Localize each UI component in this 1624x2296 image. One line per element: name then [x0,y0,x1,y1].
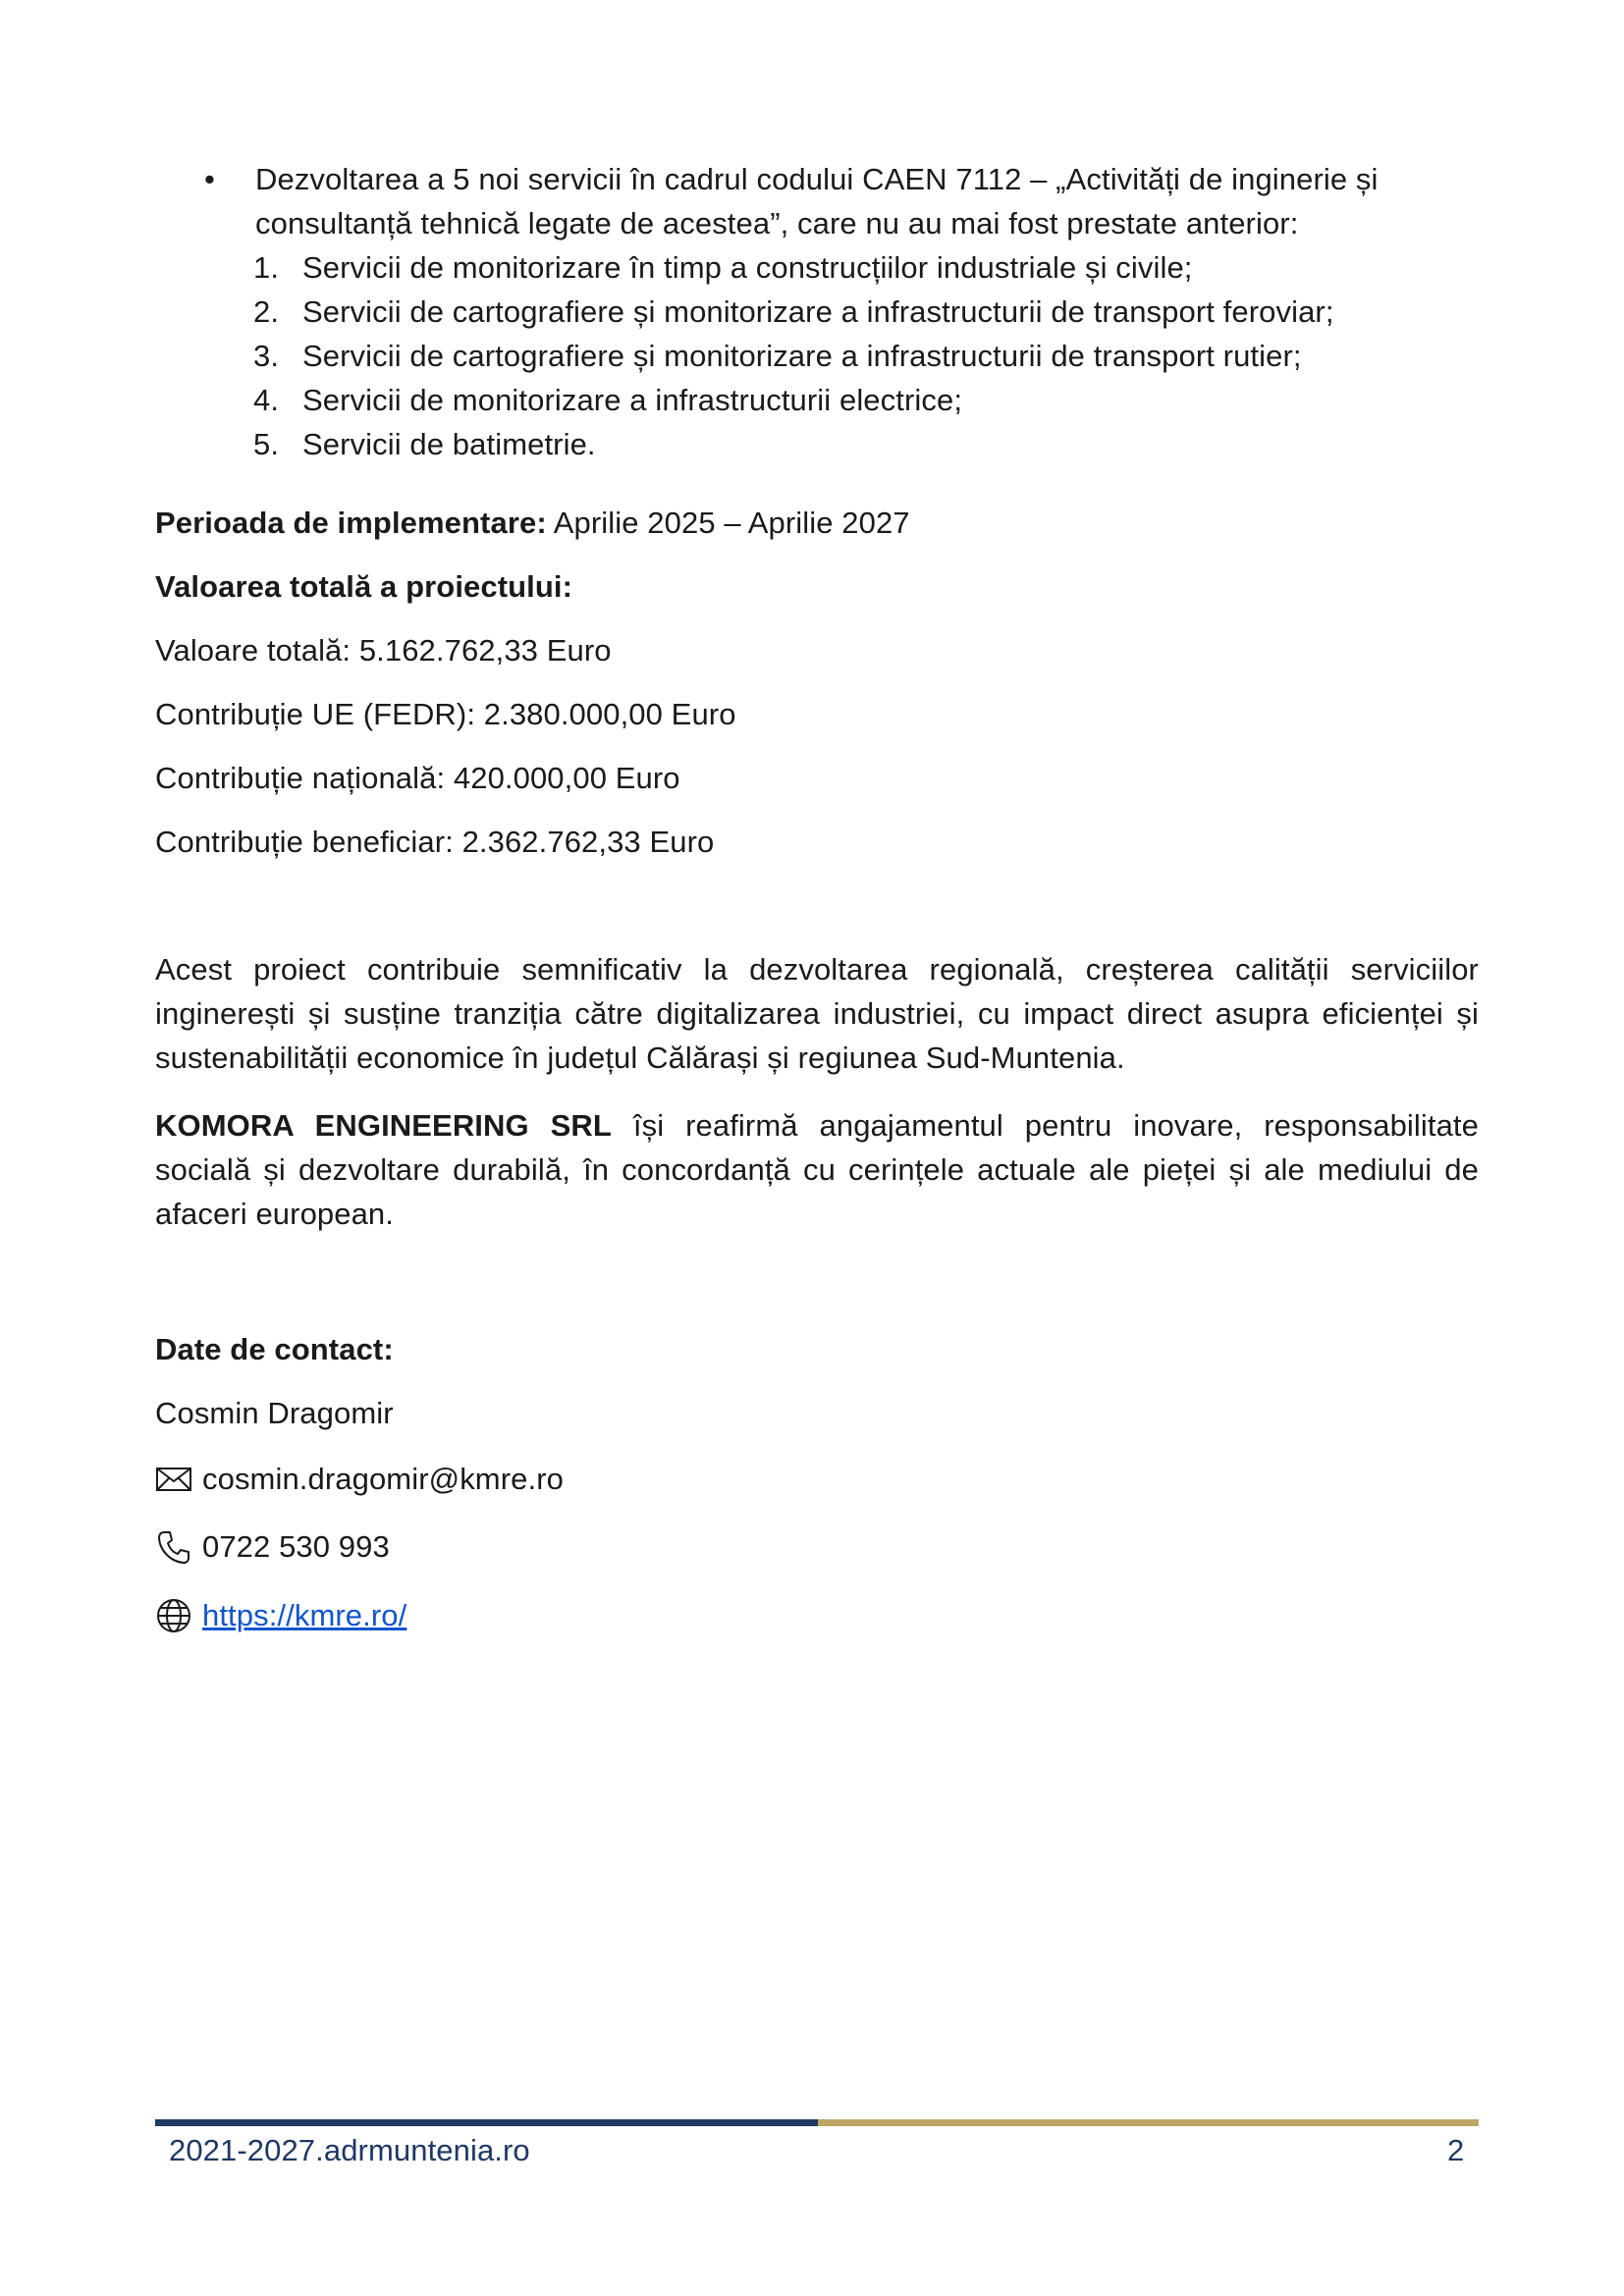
list-text: Servicii de monitorizare în timp a construcțiilor industriale și civile; [302,250,1193,285]
bullet-dot-icon: • [204,162,215,196]
list-text: Servicii de monitorizare a infrastructurii electrice; [302,383,963,417]
company-name: KOMORA ENGINEERING SRL [155,1108,612,1143]
value-total: Valoare totală: 5.162.762,33 Euro [155,633,612,667]
list-item [204,422,1481,466]
list-text: Servicii de cartografiere și monitorizare a infrastructurii de transport feroviar; [302,294,1334,329]
list-text: Servicii de cartografiere și monitorizare a infrastructurii de transport rutier; [302,339,1302,373]
list-text: Servicii de batimetrie. [302,427,596,461]
list-number: 4. [253,383,280,417]
list-number: 5. [253,427,280,461]
list-item [204,378,1481,422]
commitment-text: își reafirmă angajamentul pentru inovare, responsabilitate socială și dezvoltare durabilă, în concordanță cu cerințele actuale ale pieței și ale mediului de afaceri european. [155,1108,1479,1231]
footer-rule-navy [155,2119,818,2126]
contact-phone[interactable] [155,1524,390,1569]
envelope-icon [155,1466,192,1493]
value-national: Contribuție națională: 420.000,00 Euro [155,761,680,795]
commitment-paragraph [155,1103,1479,1236]
impact-paragraph: Acest proiect contribuie semnificativ la dezvoltarea regională, creșterea calității serviciilor inginerești și susține tranziția către digitalizarea industriei, cu impact direct asupra eficienței și sustenabilității economice în județul Călărași și regiunea Sud-Muntenia. [155,952,1479,1075]
contact-email[interactable] [155,1457,564,1501]
phone-text[interactable]: 0722 530 993 [202,1529,390,1564]
value-ue: Contribuție UE (FEDR): 2.380.000,00 Euro [155,697,736,731]
bullet-item [204,157,1481,245]
page-number: 2 [1447,2133,1465,2167]
period-label: Perioada de implementare: [155,506,547,540]
list-item [204,245,1481,290]
services-list [204,245,1481,466]
email-text[interactable]: cosmin.dragomir@kmre.ro [202,1462,564,1496]
globe-icon [155,1597,192,1634]
website-link[interactable]: https://kmre.ro/ [202,1598,407,1632]
contact-name: Cosmin Dragomir [155,1396,394,1430]
value-heading: Valoarea totală a proiectului: [155,569,573,604]
footer-rule-gold [818,2119,1479,2126]
contact-website[interactable] [155,1593,406,1637]
footer-website[interactable]: 2021-2027.adrmuntenia.ro [169,2133,530,2167]
phone-icon [155,1528,192,1566]
list-number: 1. [253,250,280,285]
implementation-period [155,501,910,545]
list-number: 3. [253,339,280,373]
list-item [204,290,1481,334]
bullet-line-2: consultanță tehnică legate de acestea”, care nu au mai fost prestate anterior: [255,206,1299,240]
value-beneficiar: Contribuție beneficiar: 2.362.762,33 Euro [155,825,715,859]
footer-rule [155,2119,1479,2126]
contact-heading: Date de contact: [155,1332,394,1366]
period-value: Aprilie 2025 – Aprilie 2027 [546,506,910,540]
list-number: 2. [253,294,280,329]
list-item [204,334,1481,378]
bullet-line-1: Dezvoltarea a 5 noi servicii în cadrul codului CAEN 7112 – „Activități de inginerie și [255,162,1379,196]
services-bullet [204,157,1481,466]
